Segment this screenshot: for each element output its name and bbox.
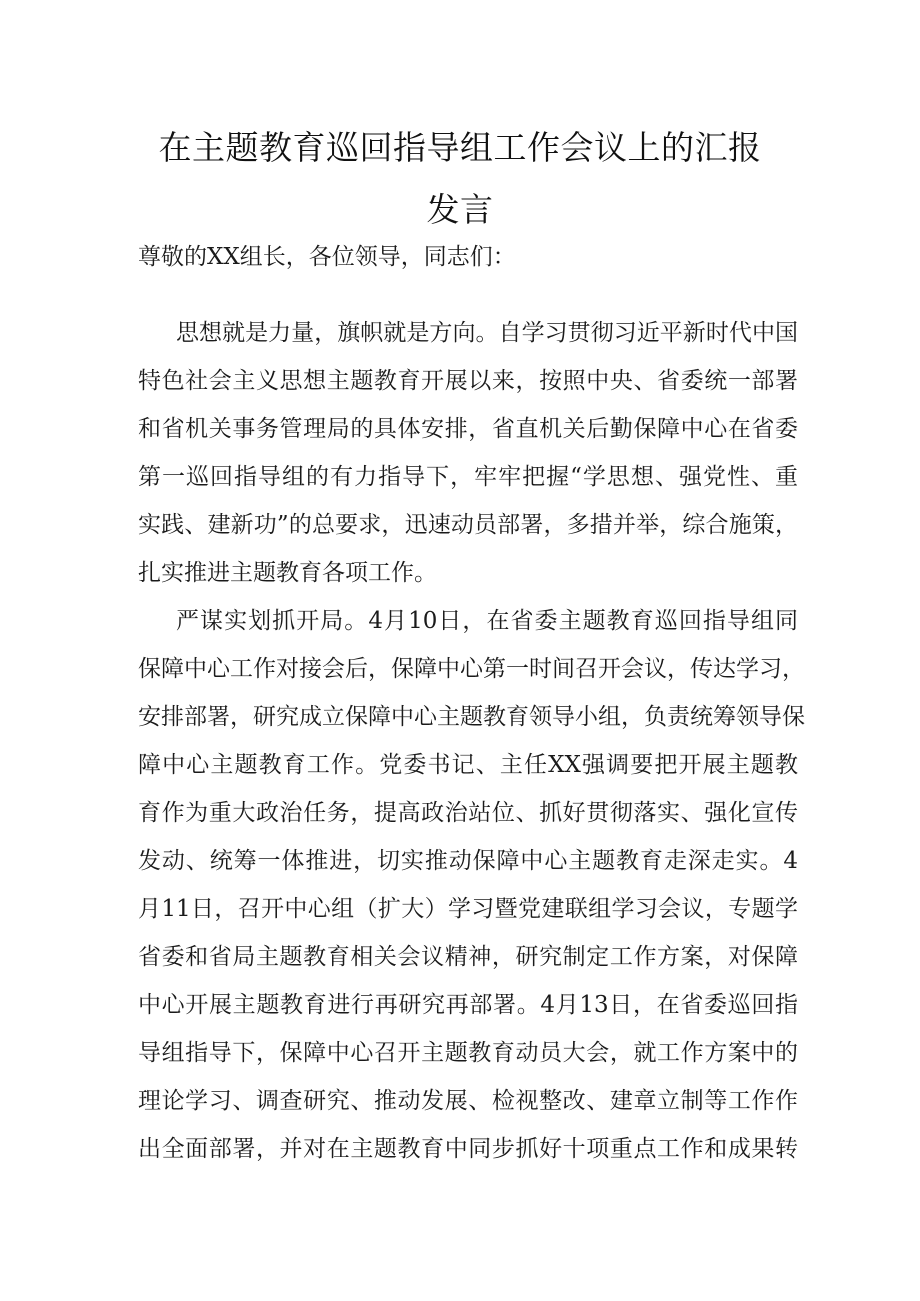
paragraph-2-line: 导组指导下，保障中心召开主题教育动员大会，就工作方案中的 xyxy=(138,1040,798,1066)
document-title-line-1: 在主题教育巡回指导组工作会议上的汇报 xyxy=(158,128,762,167)
paragraph-2-line: 省委和省局主题教育相关会议精神，研究制定工作方案，对保障 xyxy=(138,944,798,970)
paragraph-2-line: 月11日，召开中心组（扩大）学习暨党建联组学习会议，专题学 xyxy=(138,896,798,922)
paragraph-1-line: 和省机关事务管理局的具体安排，省直机关后勤保障中心在省委 xyxy=(138,416,798,442)
paragraph-2-line: 安排部署，研究成立保障中心主题教育领导小组，负责统筹领导保 xyxy=(138,704,805,730)
paragraph-2-line: 保障中心工作对接会后，保障中心第一时间召开会议，传达学习， xyxy=(138,656,805,682)
paragraph-2-line: 中心开展主题教育进行再研究再部署。4月13日，在省委巡回指 xyxy=(138,992,798,1018)
paragraph-1-line: 实践、建新功”的总要求，迅速动员部署，多措并举，综合施策， xyxy=(138,512,798,538)
paragraph-2-line: 严谋实划抓开局。4月10日，在省委主题教育巡回指导组同 xyxy=(176,608,798,634)
salutation: 尊敬的XX组长，各位领导，同志们： xyxy=(138,244,516,270)
paragraph-1-line: 思想就是力量，旗帜就是方向。自学习贯彻习近平新时代中国 xyxy=(176,320,798,346)
paragraph-1-line: 第一巡回指导组的有力指导下，牢牢把握“学思想、强党性、重 xyxy=(138,464,798,490)
document-title-line-2: 发言 xyxy=(426,190,494,229)
paragraph-2-line: 障中心主题教育工作。党委书记、主任XX强调要把开展主题教 xyxy=(138,752,798,778)
paragraph-1-line: 扎实推进主题教育各项工作。 xyxy=(138,560,437,586)
paragraph-2-line: 理论学习、调查研究、推动发展、检视整改、建章立制等工作作 xyxy=(138,1088,798,1114)
paragraph-2-line: 发动、统筹一体推进，切实推动保障中心主题教育走深走实。4 xyxy=(138,848,798,874)
paragraph-2-line: 育作为重大政治任务，提高政治站位、抓好贯彻落实、强化宣传 xyxy=(138,800,798,826)
paragraph-1-line: 特色社会主义思想主题教育开展以来，按照中央、省委统一部署 xyxy=(138,368,798,394)
paragraph-2-line: 出全面部署，并对在主题教育中同步抓好十项重点工作和成果转 xyxy=(138,1136,798,1162)
